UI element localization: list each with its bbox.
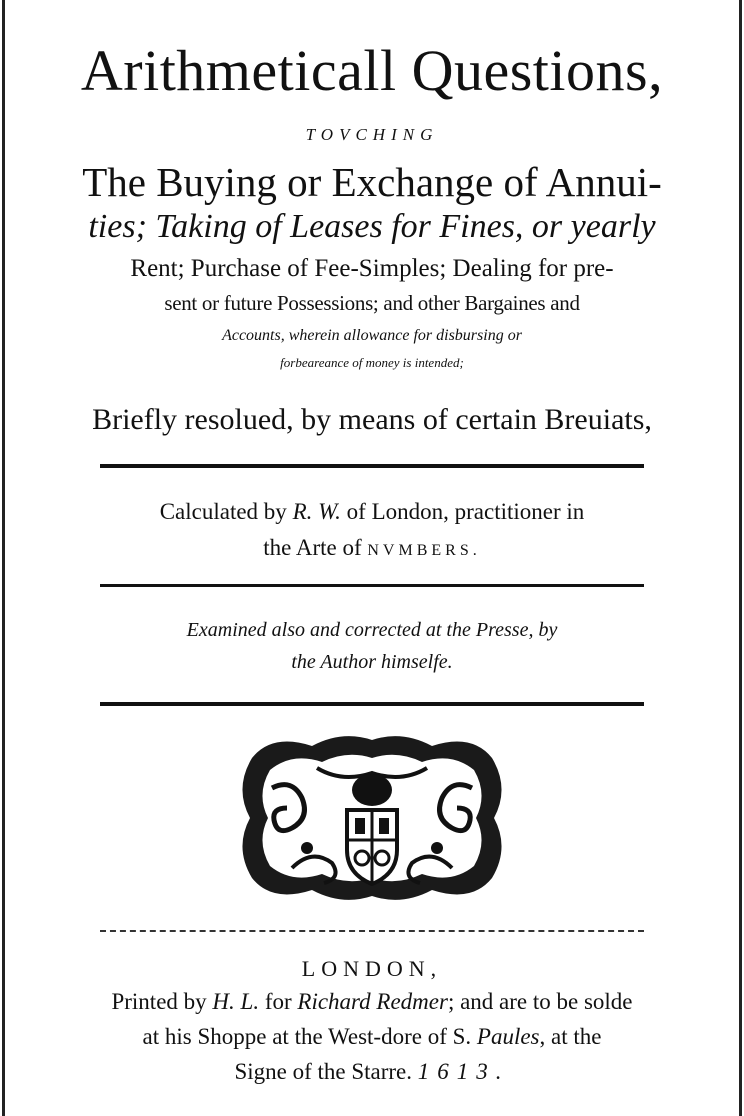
helmet-figure bbox=[352, 774, 392, 806]
shield-charge bbox=[379, 818, 389, 834]
subject-line-6: forbeareance of money is intended; bbox=[280, 355, 464, 370]
book-title: Arithmeticall Questions, bbox=[80, 38, 664, 103]
imprint-printed-line bbox=[0, 990, 744, 1013]
numbers-word: NVMBERS. bbox=[367, 542, 481, 559]
examined-line-2: the Author himselfe. bbox=[291, 651, 453, 673]
subject-line-2: ties; Taking of Leases for Fines, or yearly bbox=[88, 208, 656, 245]
subject-line-5: Accounts, wherein allowance for disbursing or bbox=[222, 327, 522, 344]
printer-initials: H. L. bbox=[212, 989, 260, 1014]
calculated-by-line bbox=[0, 500, 744, 523]
printed-for: for bbox=[259, 989, 298, 1014]
pauls-name: Paules bbox=[476, 1024, 540, 1049]
subject-line-1: The Buying or Exchange of Annui- bbox=[82, 159, 662, 205]
printed-prefix: Printed by bbox=[111, 989, 213, 1014]
flourish-dot bbox=[431, 842, 443, 854]
examined-line-1: Examined also and corrected at the Presse, by bbox=[186, 619, 558, 641]
publisher-name: Richard Redmer bbox=[297, 989, 448, 1014]
shop-prefix: at his Shoppe at the West-dore of S. bbox=[142, 1024, 477, 1049]
subject-line-3: Rent; Purchase of Fee-Simples; Dealing for pre- bbox=[130, 255, 614, 282]
touching-heading: TOVCHING bbox=[305, 125, 439, 144]
calculated-suffix: of London, practitioner in bbox=[340, 499, 585, 524]
flourish-dot bbox=[301, 842, 313, 854]
sign-text: Signe of the Starre. bbox=[234, 1059, 413, 1084]
arte-prefix: the Arte of bbox=[263, 535, 368, 560]
author-initials: R. W. bbox=[292, 499, 341, 524]
subject-line-4: sent or future Possessions; and other Bargaines and bbox=[164, 291, 580, 315]
imprint-city: LONDON, bbox=[301, 956, 443, 981]
divider-rule bbox=[100, 464, 644, 468]
divider-rule bbox=[100, 702, 644, 706]
arte-of-numbers-line bbox=[0, 536, 744, 559]
imprint-sign-line bbox=[0, 1060, 744, 1083]
briefly-resolved-line: Briefly resolued, by means of certain Breuiats, bbox=[92, 403, 652, 436]
imprint-shop-line bbox=[0, 1025, 744, 1048]
printed-suffix: ; and are to be solde bbox=[447, 989, 633, 1014]
shield-charge bbox=[355, 818, 365, 834]
imprint-year: 1613. bbox=[417, 1059, 510, 1084]
calculated-prefix: Calculated by bbox=[159, 499, 293, 524]
dotted-divider-rule bbox=[100, 930, 644, 934]
shop-suffix: , at the bbox=[539, 1024, 602, 1049]
divider-rule bbox=[100, 584, 644, 587]
printers-device-ornament bbox=[232, 728, 512, 908]
